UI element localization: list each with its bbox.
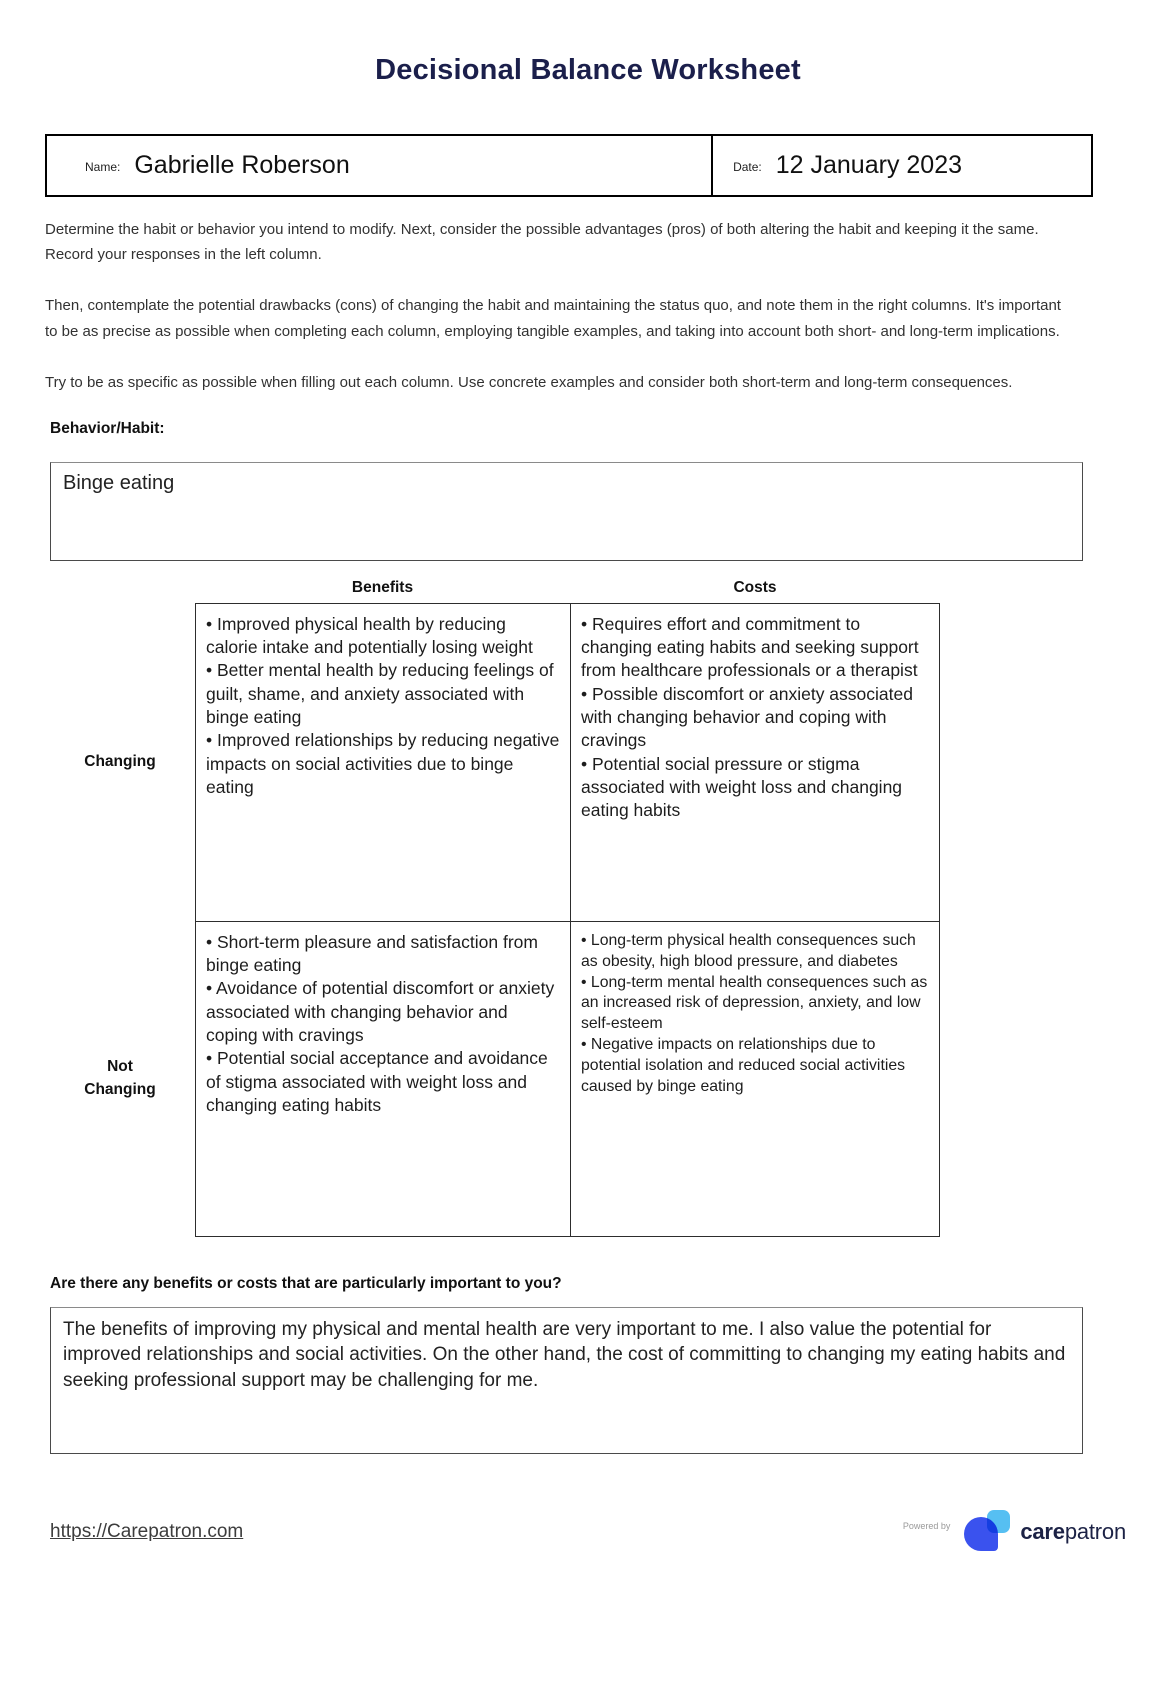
instruction-paragraph-2: Then, contemplate the potential drawbacks (cons) of changing the habit and maintaining the status quo, and note them in the right columns. It's important to be as precise as possible when completing each column, employing tangible examples, and taking into account both short- and long-term implications. [45,297,1061,340]
bullet-item: • Potential social acceptance and avoidance of stigma associated with weight loss and changing eating habits [206,1048,548,1115]
powered-by-label: Powered by [902,1520,951,1531]
behavior-habit-label: Behavior/Habit: [50,419,165,437]
bullet-item: • Improved relationships by reducing negative impacts on social activities due to binge eating [206,730,560,797]
name-date-box [45,134,1093,197]
bullet-item: • Long-term mental health consequences such as an increased risk of depression, anxiety, and low self-esteem [581,973,928,1033]
not-changing-row-label: Not Changing [84,1058,156,1098]
important-benefits-costs-answer-field[interactable]: The benefits of improving my physical and mental health are very important to me. I also value the potential for improved relationships and social activities. On the other hand, the cost of committing to changing my eating habits and seeking professional support may be challenging for me. [50,1307,1083,1454]
bullet-item: • Avoidance of potential discomfort or anxiety associated with changing behavior and coping with cravings [206,978,555,1045]
logo-light-shape [987,1510,1010,1533]
name-field[interactable]: Gabrielle Roberson [134,151,350,179]
not-changing-benefits-cell[interactable] [195,921,570,1237]
not-changing-costs-cell[interactable] [570,921,940,1237]
footer [45,1510,1131,1554]
instructions [45,217,1067,395]
costs-column-header: Costs [733,578,777,596]
table-corner-spacer [45,579,195,603]
brand-wordmark: carepatron [1020,1518,1126,1544]
carepatron-link[interactable]: https://Carepatron.com [50,1520,244,1542]
important-benefits-costs-question: Are there any benefits or costs that are particularly important to you? [50,1274,562,1292]
carepatron-brand [903,1510,1126,1554]
date-field[interactable]: 12 January 2023 [775,151,963,179]
benefits-column-header: Benefits [351,578,414,596]
bullet-item: • Long-term physical health consequences such as obesity, high blood pressure, and diabetes [581,931,916,970]
bullet-item: • Short-term pleasure and satisfaction from binge eating [206,931,538,976]
carepatron-logo-icon [964,1510,1012,1554]
bullet-item: • Possible discomfort or anxiety associated with changing behavior and coping with cravings [581,683,913,751]
bullet-item: • Potential social pressure or stigma associated with weight loss and changing eating habits [581,753,903,821]
bullet-item: • Negative impacts on relationships due to potential isolation and reduced social activities caused by binge eating [581,1036,906,1095]
bullet-item: • Better mental health by reducing feelings of guilt, shame, and anxiety associated with binge eating [206,660,554,727]
behavior-habit-field[interactable]: Binge eating [50,462,1083,561]
instruction-paragraph-3: Try to be as specific as possible when filling out each column. Use concrete examples and consider both short-term and long-term consequences. [45,373,1013,391]
changing-row-label: Changing [84,752,156,770]
changing-costs-cell[interactable] [570,603,940,921]
page-title: Decisional Balance Worksheet [375,54,801,86]
decisional-balance-table [45,579,1131,1237]
name-cell [47,136,713,195]
worksheet-page [0,54,1176,1554]
bullet-item: • Improved physical health by reducing calorie intake and potentially losing weight [206,613,533,658]
name-label: Name: [85,160,121,174]
instruction-paragraph-1: Determine the habit or behavior you intend to modify. Next, consider the possible advantages (pros) of both altering the habit and keeping it the same. Record your responses in the left column. [45,221,1039,264]
date-cell [713,136,1091,195]
date-label: Date: [733,160,762,174]
bullet-item: • Requires effort and commitment to changing eating habits and seeking support from healthcare professionals or a therapist [581,613,919,681]
changing-benefits-cell[interactable] [195,603,570,921]
